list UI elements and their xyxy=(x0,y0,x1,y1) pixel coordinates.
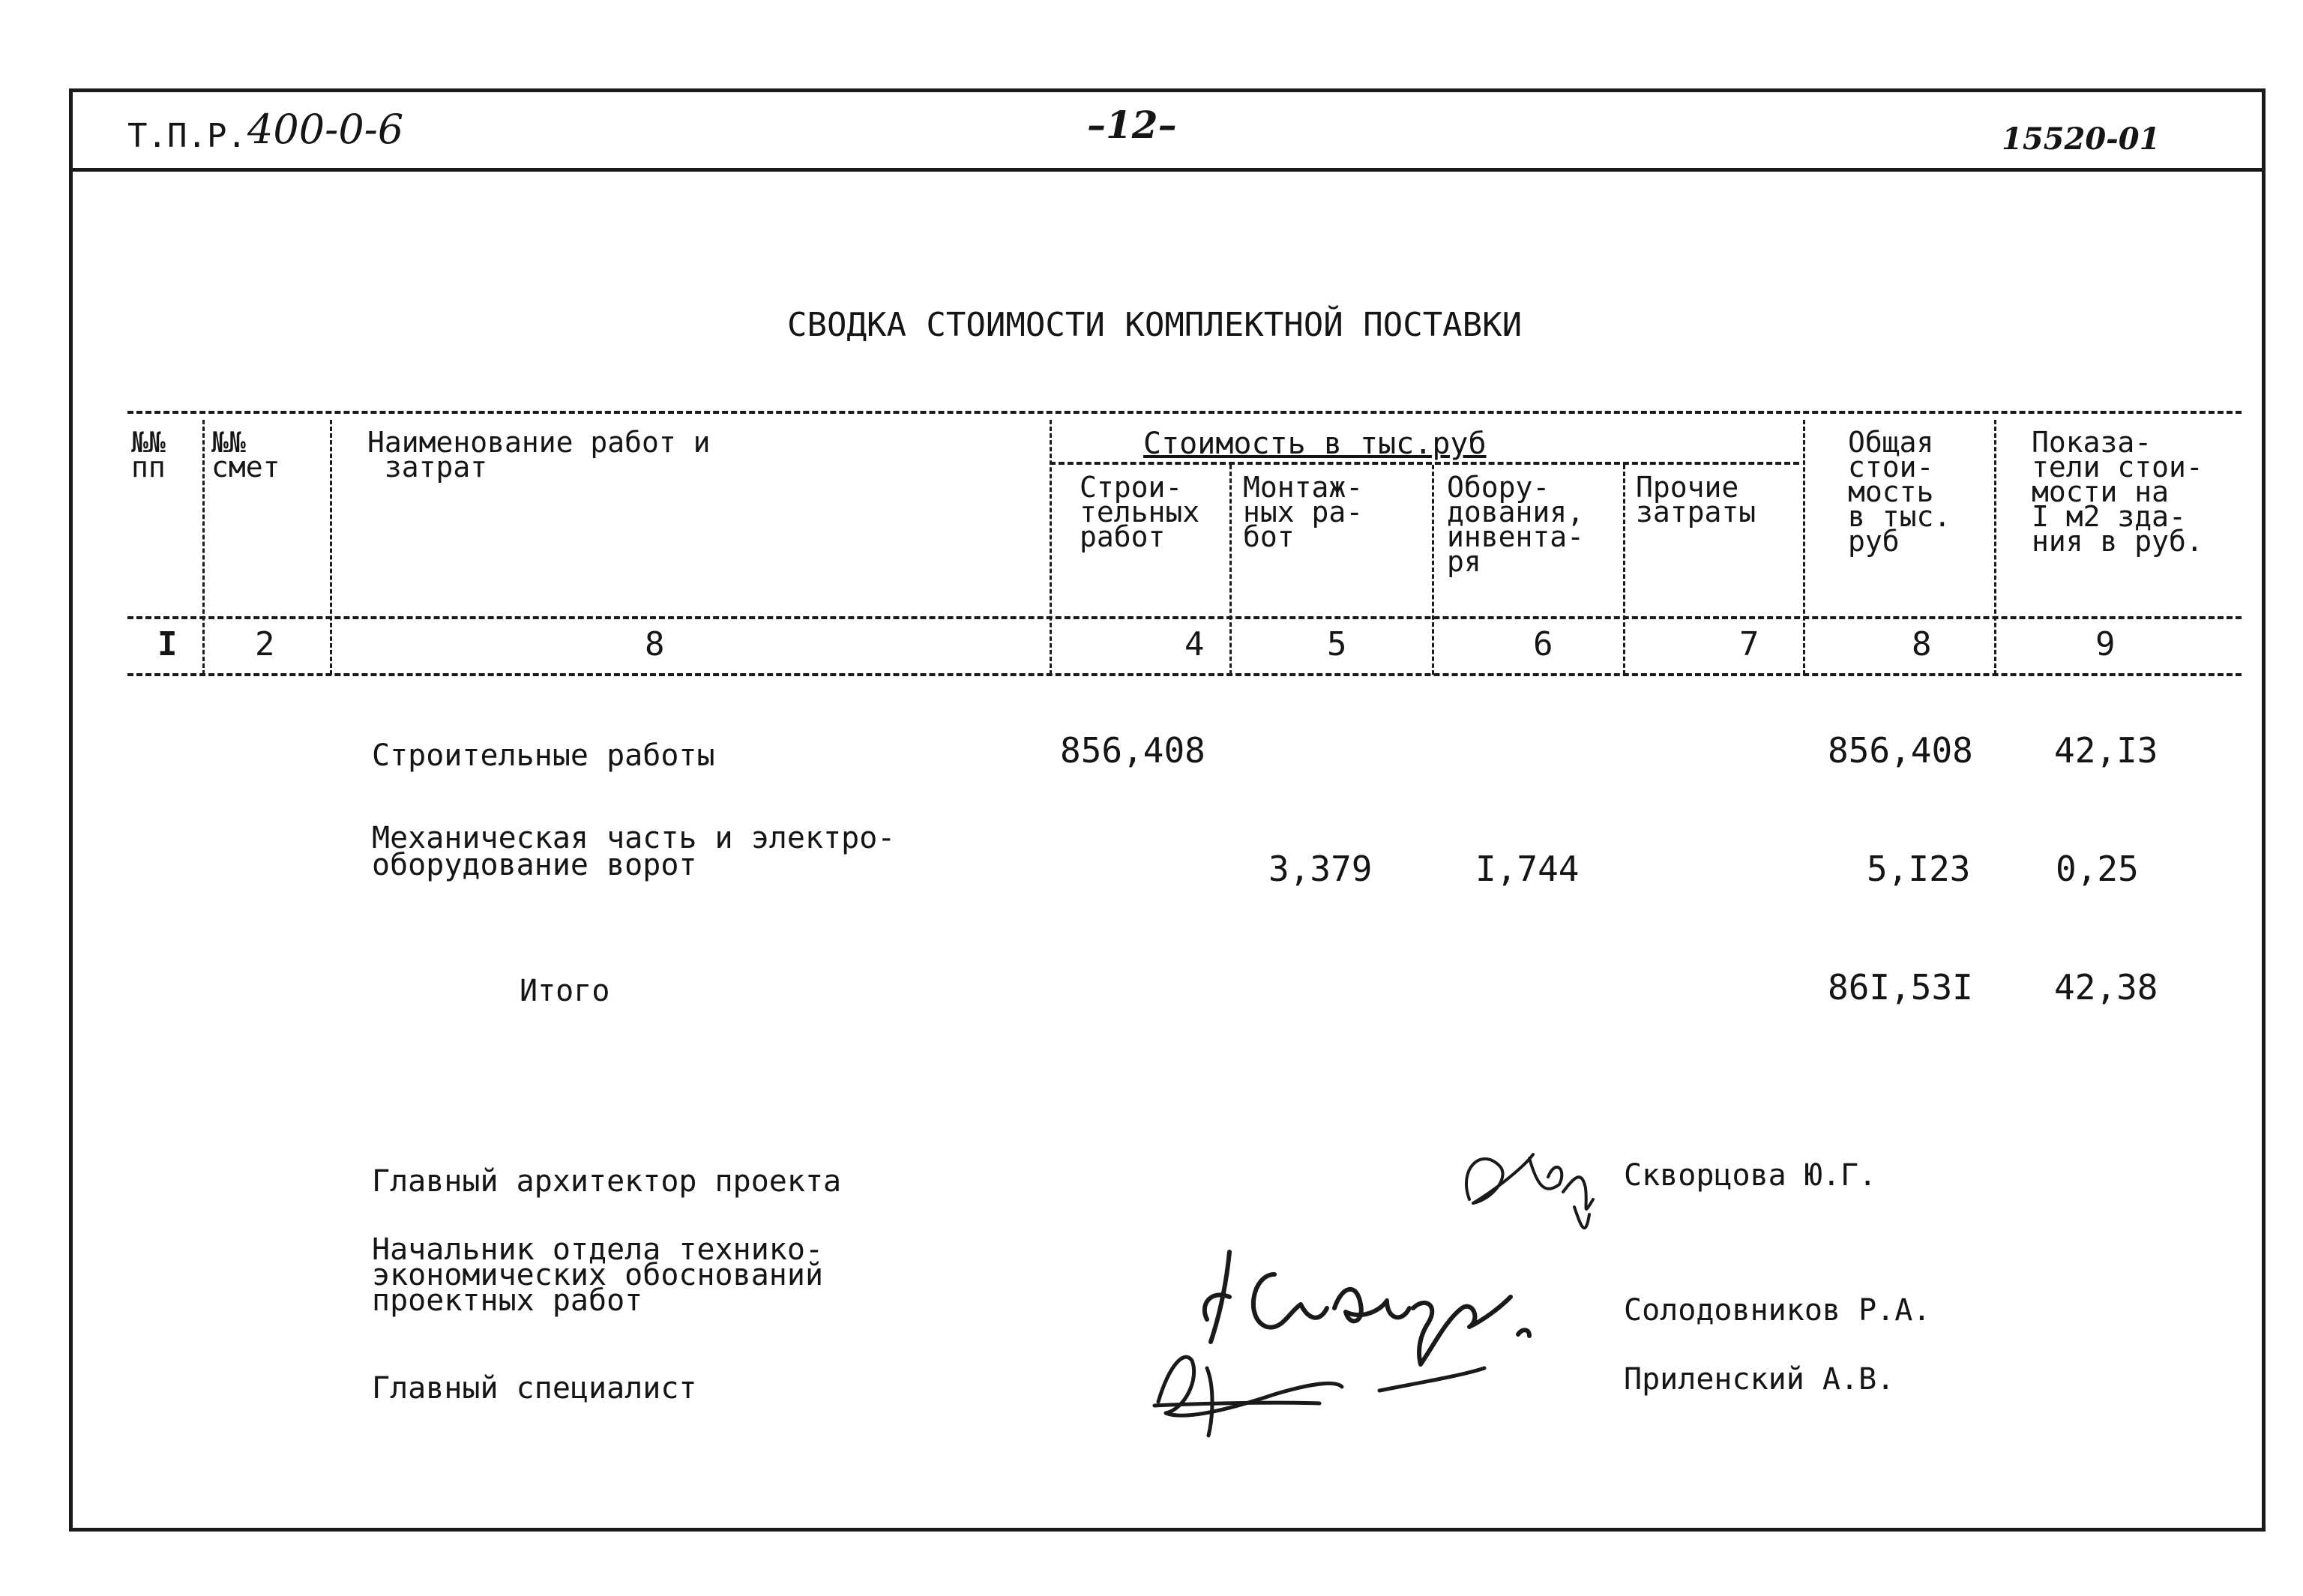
row-name: Строительные работы xyxy=(372,738,715,773)
column-number: 2 xyxy=(255,625,275,663)
header-col-2: №№ смет xyxy=(211,426,280,484)
archive-code: 15520-01 xyxy=(2002,121,2161,157)
signatory-name: Скворцова Ю.Г. xyxy=(1624,1158,1877,1193)
signature-1 xyxy=(1466,1154,1593,1228)
column-number: 6 xyxy=(1533,625,1553,663)
document-title: СВОДКА СТОИМОСТИ КОМПЛЕКТНОЙ ПОСТАВКИ xyxy=(787,306,1523,344)
header-col-6: Обору- дования, инвента- ря xyxy=(1447,471,1585,578)
column-number: 5 xyxy=(1327,625,1347,663)
total-per-m2: 42,38 xyxy=(2054,967,2158,1008)
signature-2 xyxy=(1205,1252,1529,1364)
signatory-position: Начальник отдела технико- экономических обоснований проектных работ xyxy=(372,1232,824,1318)
signatory-name: Приленский А.В. xyxy=(1624,1362,1895,1397)
cell-total: 5,I23 xyxy=(1867,849,1971,889)
header-col-4: Строи- тельных работ xyxy=(1080,471,1200,553)
column-number: I xyxy=(157,625,178,663)
header-col-5: Монтаж- ных ра- бот xyxy=(1243,471,1364,553)
row-name: Механическая часть и электро- оборудование ворот xyxy=(372,821,896,882)
signatory-position: Главный специалист xyxy=(372,1371,697,1406)
header-col-3: Наименование работ и затрат xyxy=(367,426,711,484)
header-col-8: Общая стои- мость в тыс. руб xyxy=(1848,426,1951,558)
column-number: 8 xyxy=(1912,625,1932,663)
signatory-name: Солодовников Р.А. xyxy=(1624,1293,1931,1328)
total-value: 86I,53I xyxy=(1828,967,1973,1008)
column-number: 4 xyxy=(1184,625,1205,663)
column-number: 7 xyxy=(1739,625,1759,663)
page-number: –12– xyxy=(1087,103,1177,147)
doc-number-handwritten: 400-0-6 xyxy=(247,106,404,153)
header-col-9: Показа- тели стои- мости на I м2 зда- ния в руб. xyxy=(2032,426,2203,558)
cell-equipment: I,744 xyxy=(1475,849,1580,889)
cell-total: 856,408 xyxy=(1828,730,1973,771)
cell-per-m2: 0,25 xyxy=(2056,849,2139,889)
cell-construction: 856,408 xyxy=(1060,730,1205,771)
header-cost-group: Стоимость в тыс.руб xyxy=(1143,427,1487,461)
column-number: 8 xyxy=(645,625,665,663)
cell-per-m2: 42,I3 xyxy=(2054,730,2158,771)
doc-code: Т.П.Р. xyxy=(127,117,247,155)
cell-installation: 3,379 xyxy=(1268,849,1373,889)
column-number: 9 xyxy=(2095,625,2116,663)
header-col-7: Прочие затраты xyxy=(1636,471,1756,529)
header-col-1: №№ пп xyxy=(131,426,166,484)
signatory-position: Главный архитектор проекта xyxy=(372,1164,842,1199)
total-label: Итого xyxy=(520,974,610,1008)
signature-3 xyxy=(1154,1357,1484,1436)
